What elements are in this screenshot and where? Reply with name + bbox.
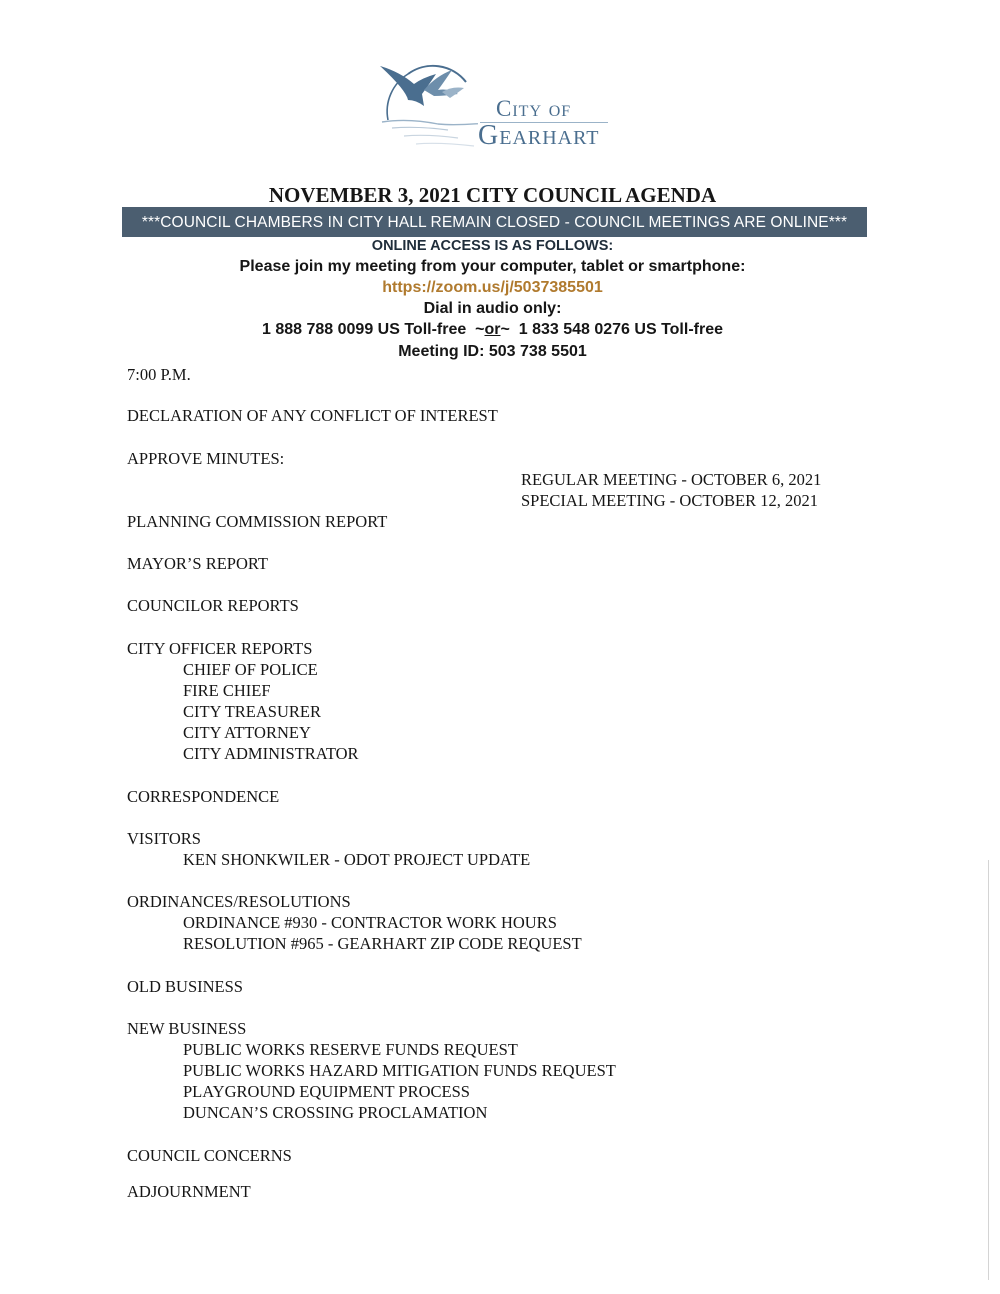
new-business-item: PUBLIC WORKS RESERVE FUNDS REQUEST [183,1040,518,1059]
agenda-item-planning-report: PLANNING COMMISSION REPORT [127,512,388,531]
dial-in-heading: Dial in audio only: [423,300,562,317]
or-suffix: ~ [500,321,510,338]
agenda-item-visitors: VISITORS [127,829,201,848]
officer-item: CITY TREASURER [183,702,321,721]
toll-free-number-2: 1 833 548 0276 US Toll-free [518,321,723,338]
agenda-item-new-business: NEW BUSINESS [127,1019,247,1038]
toll-free-number-1: 1 888 788 0099 US Toll-free [262,321,467,338]
scan-edge-line [988,860,989,1280]
city-logo [378,60,618,160]
agenda-item-ordinances: ORDINANCES/RESOLUTIONS [127,892,351,911]
agenda-item-councilor-reports: COUNCILOR REPORTS [127,596,299,615]
zoom-link[interactable]: https://zoom.us/j/5037385501 [382,279,603,296]
seagull-logo-icon [378,60,478,152]
ordinance-item: ORDINANCE #930 - CONTRACTOR WORK HOURS [183,913,557,932]
officer-item: CHIEF OF POLICE [183,660,318,679]
agenda-title: NOVEMBER 3, 2021 CITY COUNCIL AGENDA [268,183,717,207]
agenda-item-approve-minutes: APPROVE MINUTES: [127,449,285,468]
minutes-item: REGULAR MEETING - OCTOBER 6, 2021 [521,470,822,489]
minutes-item: SPECIAL MEETING - OCTOBER 12, 2021 [521,491,818,510]
logo-text-gearhart [478,120,599,152]
logo-line2-text: Gearhart [478,120,600,151]
online-access-heading: ONLINE ACCESS IS AS FOLLOWS: [371,238,614,254]
new-business-item: DUNCAN’S CROSSING PROCLAMATION [183,1103,488,1122]
agenda-item-mayors-report: MAYOR’S REPORT [127,554,268,573]
new-business-item: PLAYGROUND EQUIPMENT PROCESS [183,1082,470,1101]
agenda-item-old-business: OLD BUSINESS [127,977,243,996]
agenda-item-adjournment: ADJOURNMENT [127,1182,251,1201]
agenda-item-correspondence: CORRESPONDENCE [127,787,280,806]
agenda-item-conflict: DECLARATION OF ANY CONFLICT OF INTEREST [127,406,498,425]
meeting-time: 7:00 P.M. [127,365,191,384]
visitor-item: KEN SHONKWILER - ODOT PROJECT UPDATE [183,850,531,869]
closure-banner: ***COUNCIL CHAMBERS IN CITY HALL REMAIN CLOSED - COUNCIL MEETINGS ARE ONLINE*** [122,207,867,237]
ordinance-item: RESOLUTION #965 - GEARHART ZIP CODE REQUEST [183,934,582,953]
officer-item: FIRE CHIEF [183,681,271,700]
zoom-link-row [0,279,985,297]
logo-text-city-of [496,96,571,122]
toll-free-numbers [0,321,985,339]
join-instructions: Please join my meeting from your computer, tablet or smartphone: [239,258,746,275]
logo-line1-text: City of [496,96,572,121]
or-prefix: ~ [475,321,485,338]
agenda-item-council-concerns: COUNCIL CONCERNS [127,1146,292,1165]
agenda-item-city-officer-reports: CITY OFFICER REPORTS [127,639,313,658]
meeting-id: Meeting ID: 503 738 5501 [398,343,587,360]
officer-item: CITY ATTORNEY [183,723,311,742]
officer-item: CITY ADMINISTRATOR [183,744,359,763]
new-business-item: PUBLIC WORKS HAZARD MITIGATION FUNDS REQUEST [183,1061,616,1080]
or-word: or [484,321,501,338]
